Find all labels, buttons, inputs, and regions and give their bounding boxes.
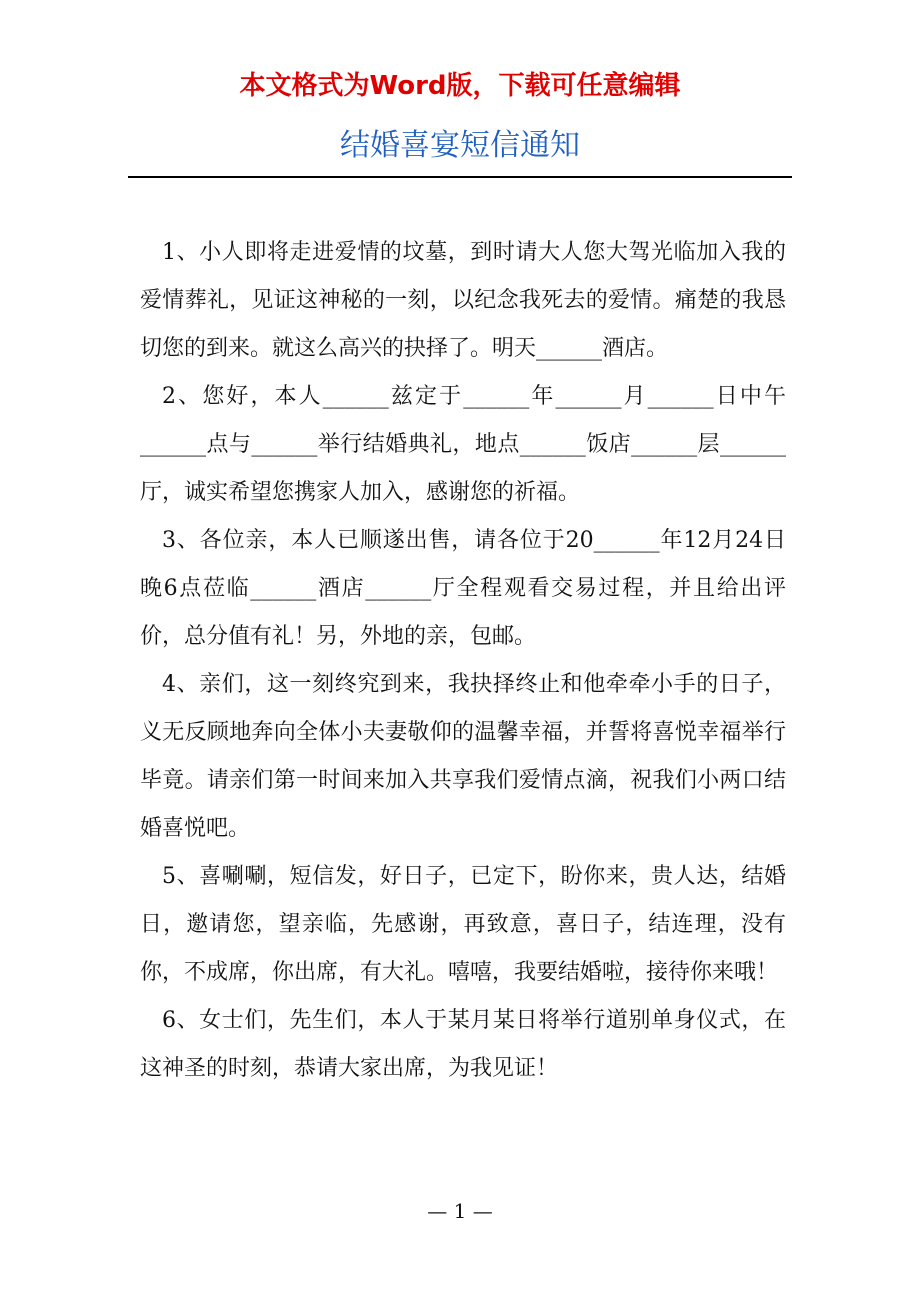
paragraph-2: 2、您好，本人______兹定于______年______月______日中午______点与______举行结婚典礼，地点______饭店______层______厅，诚实希望您携家人加入，感谢您的祈福。 xyxy=(140,384,786,505)
format-notice-banner: 本文格式为Word版，下载可任意编辑 xyxy=(239,71,681,101)
paragraph-3: 3、各位亲，本人已顺遂出售，请各位于20______年12月24日晚6点莅临______酒店______厅全程观看交易过程，并且给出评价，总分值有礼！另，外地的亲，包邮。 xyxy=(140,528,786,649)
document-body xyxy=(140,229,786,1093)
paragraph-4: 4、亲们，这一刻终究到来，我抉择终止和他牵牵小手的日子，义无反顾地奔向全体小夫妻敬仰的温馨幸福，并誓将喜悦幸福举行毕竟。请亲们第一时间来加入共享我们爱情点滴，祝我们小两口结婚喜悦吧。 xyxy=(140,672,786,841)
title-divider xyxy=(128,176,792,178)
page-number: — 1 — xyxy=(427,1199,493,1223)
paragraph-5: 5、喜唰唰，短信发，好日子，已定下，盼你来，贵人达，结婚日，邀请您，望亲临，先感谢，再致意，喜日子，结连理，没有你，不成席，你出席，有大礼。嘻嘻，我要结婚啦，接待你来哦！ xyxy=(140,864,786,985)
paragraph-1: 1、小人即将走进爱情的坟墓，到时请大人您大驾光临加入我的爱情葬礼，见证这神秘的一刻，以纪念我死去的爱情。痛楚的我恳切您的到来。就这么高兴的抉择了。明天______酒店。 xyxy=(140,240,786,361)
page-title: 结婚喜宴短信通知 xyxy=(340,128,580,163)
paragraph-6: 6、女士们，先生们，本人于某月某日将举行道别单身仪式，在这神圣的时刻，恭请大家出席，为我见证！ xyxy=(140,1008,786,1081)
